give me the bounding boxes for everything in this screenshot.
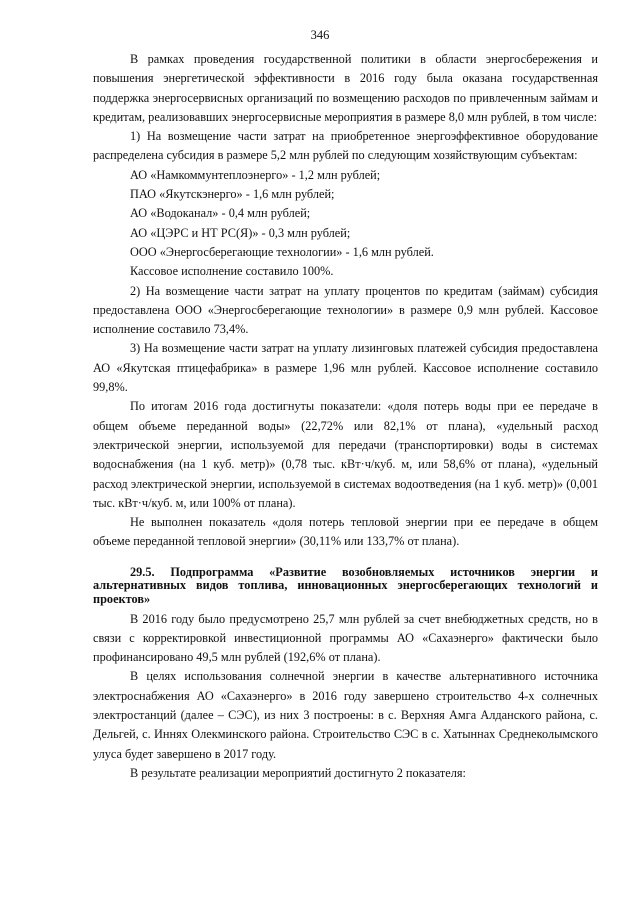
document-body: [93, 50, 598, 783]
recipient-line: ООО «Энергосберегающие технологии» - 1,6 млн рублей.: [130, 244, 434, 259]
subsidy-item-2: 2) На возмещение части затрат на уплату процентов по кредитам (займам) субсидия предоставлена ООО «Энергосберегающие технологии» в размере 0,9 млн рублей. Кассовое исполнение составило 73,4%.: [93, 283, 598, 337]
section-heading: 29.5. Подпрограмма «Развитие возобновляемых источников энергии и альтернативных видов топлива, инновационных энергосберегающих технологий и проектов»: [93, 564, 598, 606]
recipient-line: АО «Намкоммунтеплоэнерго» - 1,2 млн рублей;: [130, 167, 381, 182]
cash-execution-line: Кассовое исполнение составило 100%.: [130, 264, 334, 279]
not-met-paragraph: Не выполнен показатель «доля потерь тепловой энергии при ее передаче в общем объеме переданной тепловой энергии» (30,11% или 133,7% от плана).: [93, 515, 598, 549]
page-number: 346: [310, 28, 330, 42]
recipient-line: АО «Водоканал» - 0,4 млн рублей;: [130, 206, 311, 221]
solar-paragraph: В целях использования солнечной энергии в качестве альтернативного источника электроснабжения АО «Сахаэнерго» в 2016 году завершено строительство 4-х солнечных электростанций (далее – СЭС), из них 3 построены: в с. Верхняя Амга Алданского района, с. Дельгей, с. Иннях Олекминского района. Строительство СЭС в с. Хатыннах Среднеколымского улуса будет завершено в 2017 году.: [93, 669, 598, 761]
recipient-line: АО «ЦЭРС и НТ РС(Я)» - 0,3 млн рублей;: [130, 225, 351, 240]
subsidy-item-3: 3) На возмещение части затрат на уплату лизинговых платежей субсидия предоставлена АО «Якутская птицефабрика» в размере 1,96 млн рублей. Кассовое исполнение составило 99,8%.: [93, 341, 598, 395]
intro-paragraph: В рамках проведения государственной политики в области энергосбережения и повышения энергетической эффективности в 2016 году была оказана государственная поддержка энергосервисных организаций по возмещению расходов по привлеченным займам и кредитам, реализовавших энергосервисные мероприятия в размере 8,0 млн рублей, в том числе:: [93, 52, 598, 124]
results-paragraph: По итогам 2016 года достигнуты показатели: «доля потерь воды при ее передаче в общем объеме переданной воды» (22,72% или 82,1% от плана), «удельный расход электрической энергии, используемой для передачи (транспортировки) воды в системах водоснабжения (на 1 куб. метр)» (0,78 тыс. кВт·ч/куб. м, или 58,6% от плана), «удельный расход электрической энергии, используемой в системах водоотведения (на 1 куб. метр)» (0,001 тыс. кВт·ч/куб. м, или 100% от плана).: [93, 399, 598, 510]
recipient-line: ПАО «Якутскэнерго» - 1,6 млн рублей;: [130, 187, 335, 202]
outcome-paragraph: В результате реализации мероприятий достигнуто 2 показателя:: [130, 765, 466, 780]
funding-paragraph: В 2016 году было предусмотрено 25,7 млн рублей за счет внебюджетных средств, но в связи с корректировкой инвестиционной программы АО «Сахаэнерго» фактически было профинансировано 49,5 млн рублей (192,6% от плана).: [93, 611, 598, 665]
subsidy-item-1: 1) На возмещение части затрат на приобретенное энергоэффективное оборудование распределена субсидия в размере 5,2 млн рублей по следующим хозяйствующим субъектам:: [93, 129, 598, 163]
